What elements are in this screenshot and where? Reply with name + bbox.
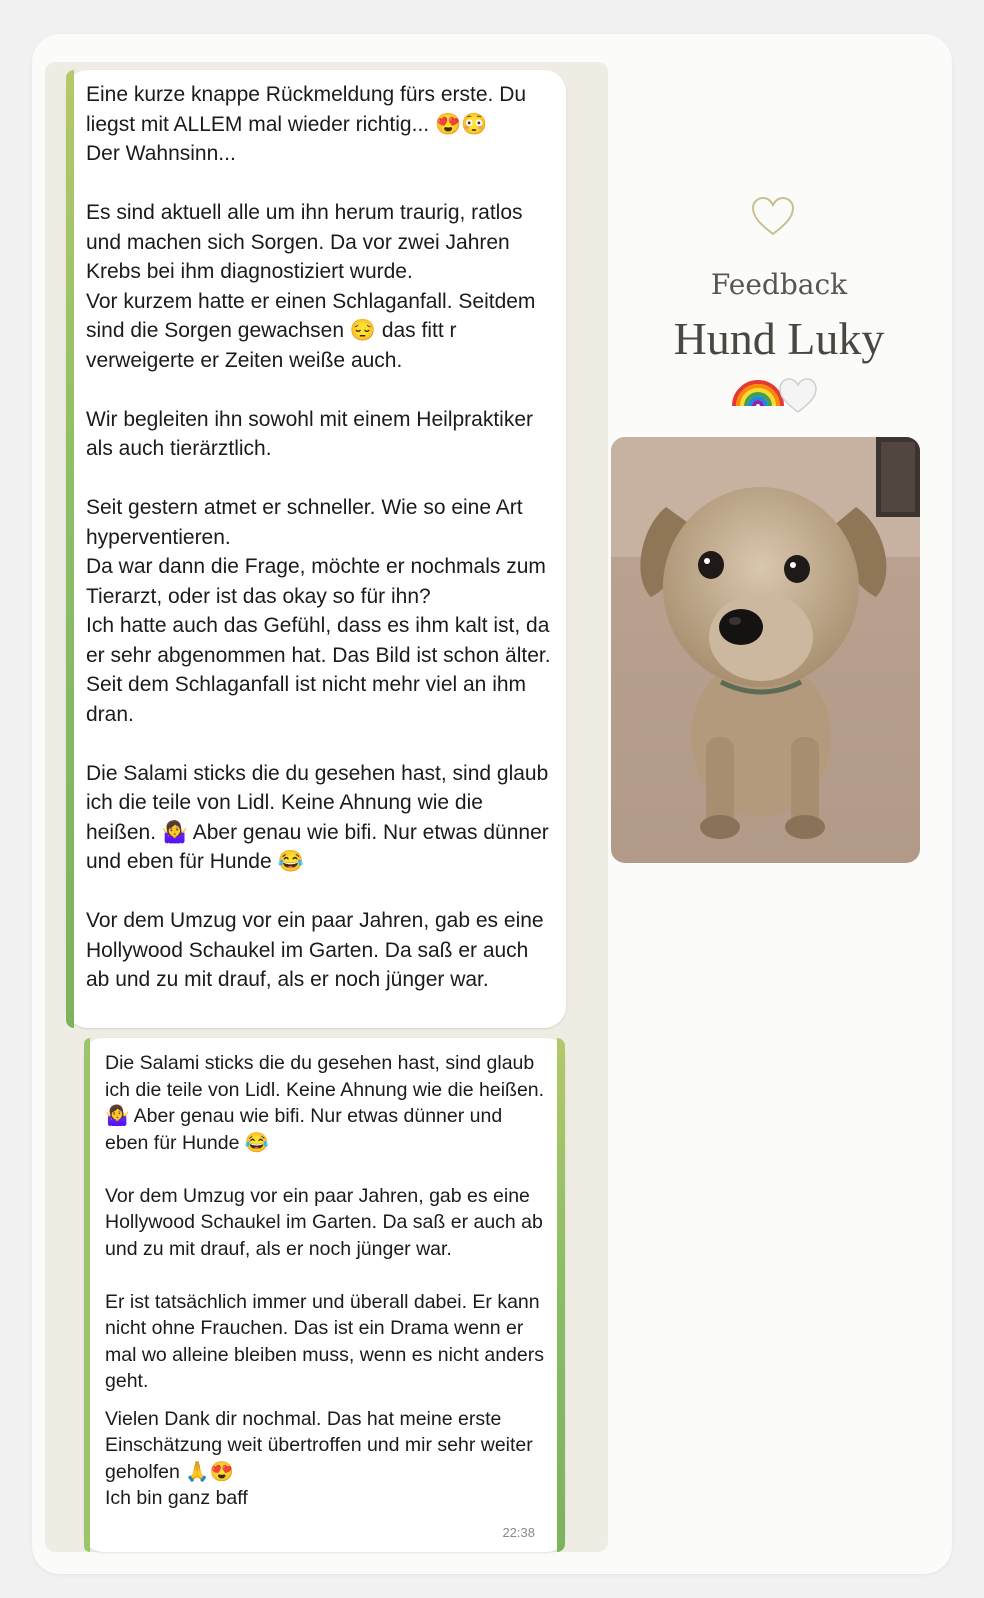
rainbow-icon <box>734 382 782 406</box>
heart-outline-icon <box>750 195 796 237</box>
quote-bar-left <box>84 1038 90 1552</box>
page-title: Hund Luky <box>673 313 885 364</box>
message-paragraph: Eine kurze knappe Rückmeldung fürs erste. Du liegst mit ALLEM mal wieder richtig... 😍😳 Der Wahnsinn... <box>86 83 527 165</box>
dog-photo <box>611 437 920 863</box>
message-paragraph: Es sind aktuell alle um ihn herum traurig, ratlos und machen sich Sorgen. Da vor zwei Jahren Krebs bei ihm diagnostiziert wurde. Vor kurzem hatte er einen Schlaganfall. Seitdem sind die Sorgen gewachsen 😔 das fitt r verweigerte er Zeiten weiße auch. <box>86 201 536 372</box>
message-timestamp: 22:38 <box>502 1525 535 1540</box>
message-text <box>105 1050 545 1512</box>
quote-bar <box>557 1038 565 1552</box>
feedback-label: Feedback <box>710 268 848 301</box>
message-paragraph: Die Salami sticks die du gesehen hast, sind glaub ich die teile von Lidl. Keine Ahnung wie die heißen. 🤷‍♀️ Aber genau wie bifi. Nur etwas dünner und eben für Hunde 😂 <box>105 1052 545 1154</box>
message-paragraph: Er ist tatsächlich immer und überall dabei. Er kann nicht ohne Frauchen. Das ist ein Drama wenn er mal wo alleine bleiben muss, wenn es nicht anders geht. <box>105 1290 544 1392</box>
message-paragraph: Vielen Dank dir nochmal. Das hat meine erste Einschätzung weit übertroffen und mir sehr weiter geholfen 🙏😍 Ich bin ganz baff <box>105 1407 533 1509</box>
chat-bubble-1 <box>66 70 566 1028</box>
message-text <box>86 80 556 995</box>
chat-bubble-2 <box>84 1038 565 1552</box>
message-paragraph: Seit gestern atmet er schneller. Wie so eine Art hyperventieren. Da war dann die Frage, möchte er nochmals zum Tierarzt, oder ist das okay so für ihn? Ich hatte auch das Gefühl, dass es ihm kalt ist, da er sehr abgenommen hat. Das Bild ist schon älter. Seit dem Schlaganfall ist nicht mehr viel an ihm dran. <box>86 496 551 726</box>
dog-illustration <box>611 437 920 863</box>
emoji-row <box>732 370 822 414</box>
message-paragraph: Vor dem Umzug vor ein paar Jahren, gab es eine Hollywood Schaukel im Garten. Da saß er auch ab und zu mit drauf, als er noch jünger war. <box>105 1184 543 1260</box>
quote-bar <box>66 70 74 1028</box>
message-paragraph: Vor dem Umzug vor ein paar Jahren, gab es eine Hollywood Schaukel im Garten. Da saß er auch ab und zu mit drauf, als er noch jünger war. <box>86 909 544 991</box>
message-paragraph: Die Salami sticks die du gesehen hast, sind glaub ich die teile von Lidl. Keine Ahnung wie die heißen. 🤷‍♀️ Aber genau wie bifi. Nur etwas dünner und eben für Hunde 😂 <box>86 761 549 873</box>
message-paragraph: Wir begleiten ihn sowohl mit einem Heilpraktiker als auch tierärztlich. <box>86 407 534 460</box>
white-heart-icon <box>780 379 816 412</box>
